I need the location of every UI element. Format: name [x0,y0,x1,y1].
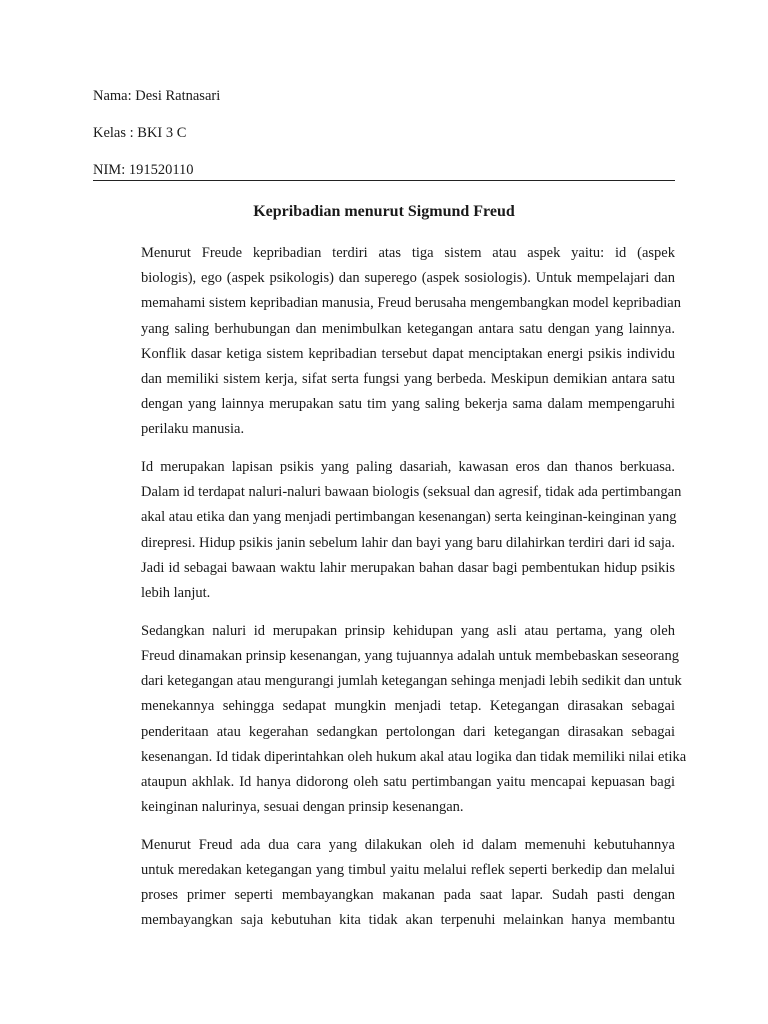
text-line: Menurut Freud ada dua cara yang dilakukan oleh id dalam memenuhi kebutuhannya [141,836,675,853]
text-line: Id merupakan lapisan psikis yang paling dasariah, kawasan eros dan thanos berkuasa. [141,459,675,476]
text-line: Konflik dasar ketiga sistem kepribadian tersebut dapat menciptakan energi psikis individu [141,345,675,362]
text-line: Sedangkan naluri id merupakan prinsip kehidupan yang asli atau pertama, yang oleh [141,622,675,639]
text-line: dari ketegangan atau mengurangi jumlah ketegangan sehinga menjadi lebih sedikit dan untuk [141,673,682,690]
paragraph-2 [93,455,682,606]
text-line: perilaku manusia. [141,421,245,438]
text-line: Dalam id terdapat naluri-naluri bawaan biologis (seksual dan agresif, tidak ada pertimbangan [141,484,682,501]
text-line: membayangkan saja kebutuhan kita tidak akan terpenuhi melainkan hanya membantu [141,912,675,929]
text-line: memahami sistem kepribadian manusia, Freud berusaha mengembangkan model kepribadian [141,295,681,312]
student-header [93,86,675,180]
text-line: biologis), ego (aspek psikologis) dan superego (aspek sosiologis). Untuk mempelajari dan [141,270,675,287]
paragraph-4 [93,833,675,934]
text-line: Freud dinamakan prinsip kesenangan, yang tujuannya adalah untuk membebaskan seseorang [141,648,679,664]
text-line: Jadi id sebagai bawaan waktu lahir merupakan bahan dasar bagi pembentukan hidup psikis [141,559,675,576]
text-line: Menurut Freude kepribadian terdiri atas tiga sistem atau aspek yaitu: id (aspek [141,245,675,261]
text-line: untuk meredakan ketegangan yang timbul yaitu melalui reflek seperti berkedip dan melalui [141,862,675,879]
paragraph-3 [93,619,687,821]
document-body [93,241,687,946]
text-line: yang saling berhubungan dan menimbulkan ketegangan antara satu dengan yang lainnya. [141,320,675,337]
text-line: dan memiliki sistem kerja, sifat serta fungsi yang berbeda. Meskipun demikian antara satu [141,370,675,387]
text-line: keinginan nalurinya, sesuai dengan prinsip kesenangan. [141,799,464,816]
text-line: direpresi. Hidup psikis janin sebelum lahir dan bayi yang baru dilahirkan terdiri dari id saja. [141,534,675,551]
text-line: akal atau etika dan yang menjadi pertimbangan kesenangan) serta keinginan-keinginan yang [141,509,677,526]
text-line: ataupun akhlak. Id hanya didorong oleh satu pertimbangan yaitu mencapai kepuasan bagi [141,773,675,790]
text-line: menekannya sehingga sedapat mungkin menjadi tetap. Ketegangan dirasakan sebagai [141,698,675,715]
text-line: lebih lanjut. [141,585,211,602]
text-line: penderitaan atau kegerahan sedangkan pertolongan dari ketegangan dirasakan sebagai [141,723,675,740]
document-title: Kepribadian menurut Sigmund Freud [253,203,515,220]
header-divider [93,180,675,181]
student-name: Nama: Desi Ratnasari [93,88,221,104]
student-nim: NIM: 191520110 [93,162,194,178]
paragraph-1 [93,241,681,443]
text-line: proses primer seperti membayangkan makanan pada saat lapar. Sudah pasti dengan [141,887,675,904]
text-line: kesenangan. Id tidak diperintahkan oleh hukum akal atau logika dan tidak memiliki nilai etika [141,748,687,765]
text-line: dengan yang lainnya merupakan satu tim yang saling bekerja sama dalam mempengaruhi [141,396,675,413]
student-class: Kelas : BKI 3 C [93,125,187,141]
